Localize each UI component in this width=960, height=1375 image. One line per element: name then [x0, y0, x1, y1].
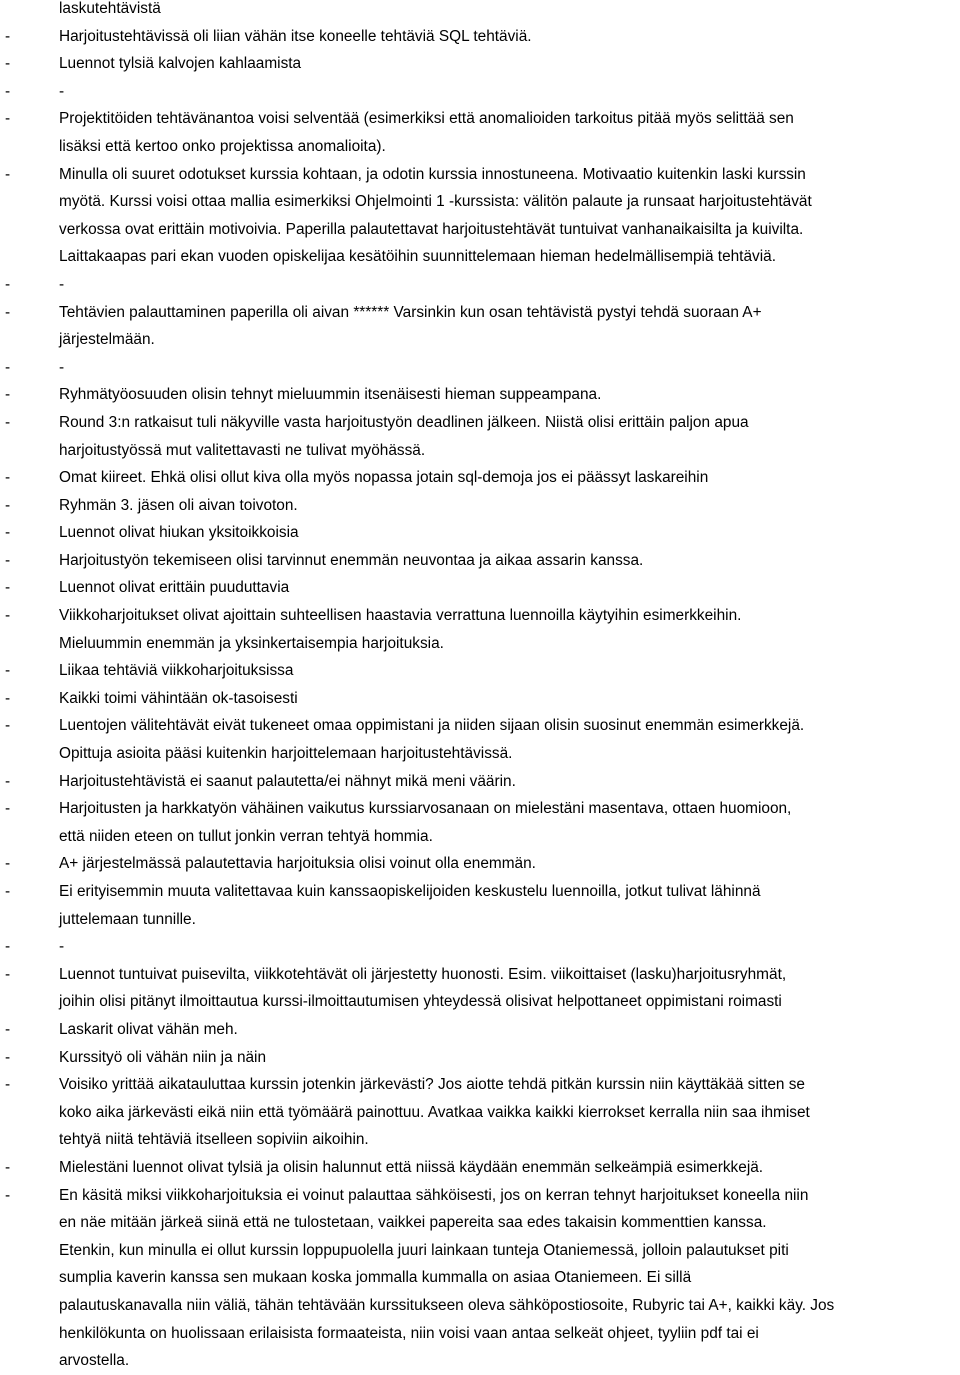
feedback-line [0, 740, 960, 768]
feedback-line [0, 243, 960, 271]
feedback-line [0, 1099, 960, 1127]
feedback-line [0, 878, 960, 906]
feedback-line [0, 464, 960, 492]
bullet-dash: - [5, 27, 11, 45]
feedback-text: henkilökunta on huolissaan erilaisista formaateista, niin voisi vaan antaa selkeät ohjeet, tyyliin pdf tai ei [59, 1324, 759, 1342]
feedback-line [0, 1237, 960, 1265]
feedback-text: arvostella. [59, 1352, 130, 1370]
feedback-text: Liikaa tehtäviä viikkoharjoituksissa [59, 662, 294, 680]
bullet-dash: - [5, 662, 11, 680]
empty-entry-dash: - [59, 275, 65, 293]
feedback-text: Harjoitustehtävistä ei saanut palautetta/ei nähnyt mikä meni väärin. [59, 772, 516, 790]
feedback-text: A+ järjestelmässä palautettavia harjoituksia olisi voinut olla enemmän. [59, 855, 536, 873]
feedback-text: Omat kiireet. Ehkä olisi ollut kiva olla myös nopassa jotain sql-demoja jos ei päässyt laskareihin [59, 469, 709, 487]
feedback-text: Tehtävien palauttaminen paperilla oli aivan ****** Varsinkin kun osan tehtävistä pystyi tehdä suoraan A+ [59, 303, 762, 321]
feedback-line [0, 299, 960, 327]
feedback-text: Ryhmän 3. jäsen oli aivan toivoton. [59, 496, 298, 514]
feedback-text: Harjoitustehtävissä oli liian vähän itse koneelle tehtäviä SQL tehtäviä. [59, 27, 532, 45]
feedback-text: laskutehtävistä [59, 0, 161, 17]
feedback-line [0, 1044, 960, 1072]
feedback-text: joihin olisi pitänyt ilmoittautua kurssi-ilmoittautumisen yhteydessä olisivat helpottaneet oppimistani roimasti [59, 993, 782, 1011]
feedback-text: Ryhmätyöosuuden olisin tehnyt mieluummin itsenäisesti hieman suppeampana. [59, 386, 602, 404]
feedback-line [0, 1292, 960, 1320]
bullet-dash: - [5, 938, 11, 956]
bullet-dash: - [5, 413, 11, 431]
bullet-dash: - [5, 855, 11, 873]
feedback-text: Viikkoharjoitukset olivat ajoittain suhteellisen haastavia verrattuna luennoilla käytyihin esimerkkeihin. [59, 607, 742, 625]
empty-entry-dash: - [59, 82, 65, 100]
feedback-line [0, 933, 960, 961]
feedback-line [0, 712, 960, 740]
feedback-line [0, 1320, 960, 1348]
feedback-text: En käsitä miksi viikkoharjoituksia ei voinut palauttaa sähköisesti, jos on kerran tehnyt harjoitukset koneella niin [59, 1186, 809, 1204]
feedback-line [0, 50, 960, 78]
bullet-dash: - [5, 607, 11, 625]
feedback-text: verkossa ovat erittäin motivoivia. Paperilla palautettavat harjoitustehtävät tuntuivat vanhanaikaisilta ja kuivilta. [59, 220, 804, 238]
feedback-text: Voisiko yrittää aikatauluttaa kurssin jotenkin järkevästi? Jos aiotte tehdä pitkän kurssin niin käyttäkää sitten se [59, 1076, 805, 1094]
bullet-dash: - [5, 1076, 11, 1094]
feedback-line [0, 1209, 960, 1237]
bullet-dash: - [5, 524, 11, 542]
feedback-text: Luennot olivat erittäin puuduttavia [59, 579, 290, 597]
feedback-text: myötä. Kurssi voisi ottaa mallia esimerkiksi Ohjelmointi 1 -kurssista: välitön palaute ja runsaat harjoitustehtävät [59, 193, 812, 211]
feedback-line [0, 492, 960, 520]
feedback-line [0, 23, 960, 51]
feedback-line [0, 602, 960, 630]
feedback-text: Luennot tylsiä kalvojen kahlaamista [59, 55, 302, 73]
feedback-line [0, 437, 960, 465]
feedback-line [0, 519, 960, 547]
feedback-line [0, 161, 960, 189]
feedback-line [0, 685, 960, 713]
feedback-text: Ei erityisemmin muuta valitettavaa kuin kanssaopiskelijoiden keskustelu luennoilla, jotkut tulivat lähinnä [59, 883, 761, 900]
bullet-dash: - [5, 82, 11, 100]
bullet-dash: - [5, 496, 11, 514]
feedback-text: Projektitöiden tehtävänantoa voisi selventää (esimerkiksi että anomalioiden tarkoitus pitää myös selittää sen [59, 110, 794, 128]
feedback-text: Opittuja asioita pääsi kuitenkin harjoittelemaan harjoitustehtävissä. [59, 745, 513, 763]
feedback-text: sumplia kaverin kanssa sen mukaan koska jommalla kummalla on asiaa Otaniemeen. Ei sillä [59, 1269, 692, 1287]
feedback-line [0, 1264, 960, 1292]
feedback-text: Laittakaapas pari ekan vuoden opiskelijaa kesätöihin suunnittelemaan hieman hedelmällisempiä tehtäviä. [59, 248, 776, 266]
bullet-dash: - [5, 303, 11, 321]
feedback-line [0, 271, 960, 299]
bullet-dash: - [5, 55, 11, 73]
feedback-text: Minulla oli suuret odotukset kurssia kohtaan, ja odotin kurssia innostuneena. Motivaatio kuitenkin laski kurssin [59, 165, 806, 183]
feedback-text: en näe mitään järkeä siinä että ne tulostetaan, vaikkei papereita saa edes takaisin kommenttien kanssa. [59, 1214, 767, 1232]
bullet-dash: - [5, 1020, 11, 1038]
feedback-line [0, 0, 960, 23]
feedback-line [0, 133, 960, 161]
feedback-line [0, 1126, 960, 1154]
feedback-line [0, 1154, 960, 1182]
feedback-text: lisäksi että kertoo onko projektissa anomalioita). [59, 137, 386, 155]
feedback-text: Round 3:n ratkaisut tuli näkyville vasta harjoitustyön deadlinen jälkeen. Niistä olisi erittäin paljon apua [59, 413, 749, 431]
feedback-line [0, 188, 960, 216]
feedback-text: Kaikki toimi vähintään ok-tasoisesti [59, 689, 298, 707]
feedback-line [0, 78, 960, 106]
feedback-line [0, 1016, 960, 1044]
feedback-line [0, 657, 960, 685]
feedback-text: Kurssityö oli vähän niin ja näin [59, 1048, 267, 1066]
feedback-line [0, 354, 960, 382]
bullet-dash: - [5, 275, 11, 293]
feedback-line [0, 409, 960, 437]
feedback-text: Harjoitusten ja harkkatyön vähäinen vaikutus kurssiarvosanaan on mielestäni masentava, ottaen huomioon, [59, 800, 792, 818]
bullet-dash: - [5, 689, 11, 707]
feedback-text: järjestelmään. [59, 331, 155, 349]
bullet-dash: - [5, 358, 11, 376]
feedback-line [0, 850, 960, 878]
feedback-line [0, 105, 960, 133]
feedback-line [0, 326, 960, 354]
feedback-line [0, 216, 960, 244]
bullet-dash: - [5, 386, 11, 404]
feedback-text: Mieluummin enemmän ja yksinkertaisempia harjoituksia. [59, 634, 444, 652]
empty-entry-dash: - [59, 358, 65, 376]
bullet-dash: - [5, 1158, 11, 1176]
feedback-line [0, 988, 960, 1016]
bullet-dash: - [5, 717, 11, 735]
empty-entry-dash: - [59, 938, 65, 956]
feedback-text: Laskarit olivat vähän meh. [59, 1020, 238, 1038]
feedback-text: Mielestäni luennot olivat tylsiä ja olisin halunnut että niissä käydään enemmän selkeämpiä esimerkkejä. [59, 1158, 764, 1176]
bullet-dash: - [5, 1186, 11, 1204]
feedback-text: että niiden eteen on tullut jonkin verran tehtyä hommia. [59, 827, 433, 845]
bullet-dash: - [5, 772, 11, 790]
feedback-text: koko aika järkevästi eikä niin että työmäärä painottuu. Avatkaa vaikka kaikki kierrokset kerralla niin saa ihmiset [59, 1103, 810, 1121]
feedback-line [0, 1347, 960, 1375]
bullet-dash: - [5, 800, 11, 818]
feedback-line [0, 630, 960, 658]
feedback-line [0, 381, 960, 409]
feedback-line [0, 823, 960, 851]
feedback-line [0, 1071, 960, 1099]
feedback-line [0, 961, 960, 989]
feedback-line [0, 1182, 960, 1210]
feedback-text: juttelemaan tunnille. [59, 910, 196, 928]
feedback-text: palautuskanavalla niin väliä, tähän tehtävään kurssitukseen oleva sähköpostiosoite, Rubyric tai A+, kaikki käy. Jos [59, 1296, 835, 1314]
feedback-line [0, 795, 960, 823]
bullet-dash: - [5, 1048, 11, 1066]
bullet-dash: - [5, 551, 11, 569]
bullet-dash: - [5, 965, 11, 983]
bullet-dash: - [5, 165, 11, 183]
feedback-text: Harjoitustyön tekemiseen olisi tarvinnut enemmän neuvontaa ja aikaa assarin kanssa. [59, 551, 644, 569]
feedback-text: Luennot tuntuivat puisevilta, viikkotehtävät oli järjestetty huonosti. Esim. viikoittaiset (lasku)harjoitusryhmät, [59, 965, 787, 983]
feedback-line [0, 574, 960, 602]
bullet-dash: - [5, 579, 11, 597]
bullet-dash: - [5, 883, 11, 900]
bullet-dash: - [5, 469, 11, 487]
feedback-line [0, 547, 960, 575]
feedback-line [0, 768, 960, 796]
feedback-text: Luennot olivat hiukan yksitoikkoisia [59, 524, 299, 542]
bullet-dash: - [5, 110, 11, 128]
feedback-text: harjoitustyössä mut valitettavasti ne tulivat myöhässä. [59, 441, 426, 459]
feedback-text: Luentojen välitehtävät eivät tukeneet omaa oppimistani ja niiden sijaan olisin suosinut enemmän esimerkkejä. [59, 717, 805, 735]
feedback-line [0, 906, 960, 934]
feedback-text: Etenkin, kun minulla ei ollut kurssin loppupuolella juuri lainkaan tunteja Otaniemessä, jolloin palautukset piti [59, 1241, 789, 1259]
feedback-text: tehtyä niitä tehtäviä itselleen sopiviin aikoihin. [59, 1131, 369, 1149]
